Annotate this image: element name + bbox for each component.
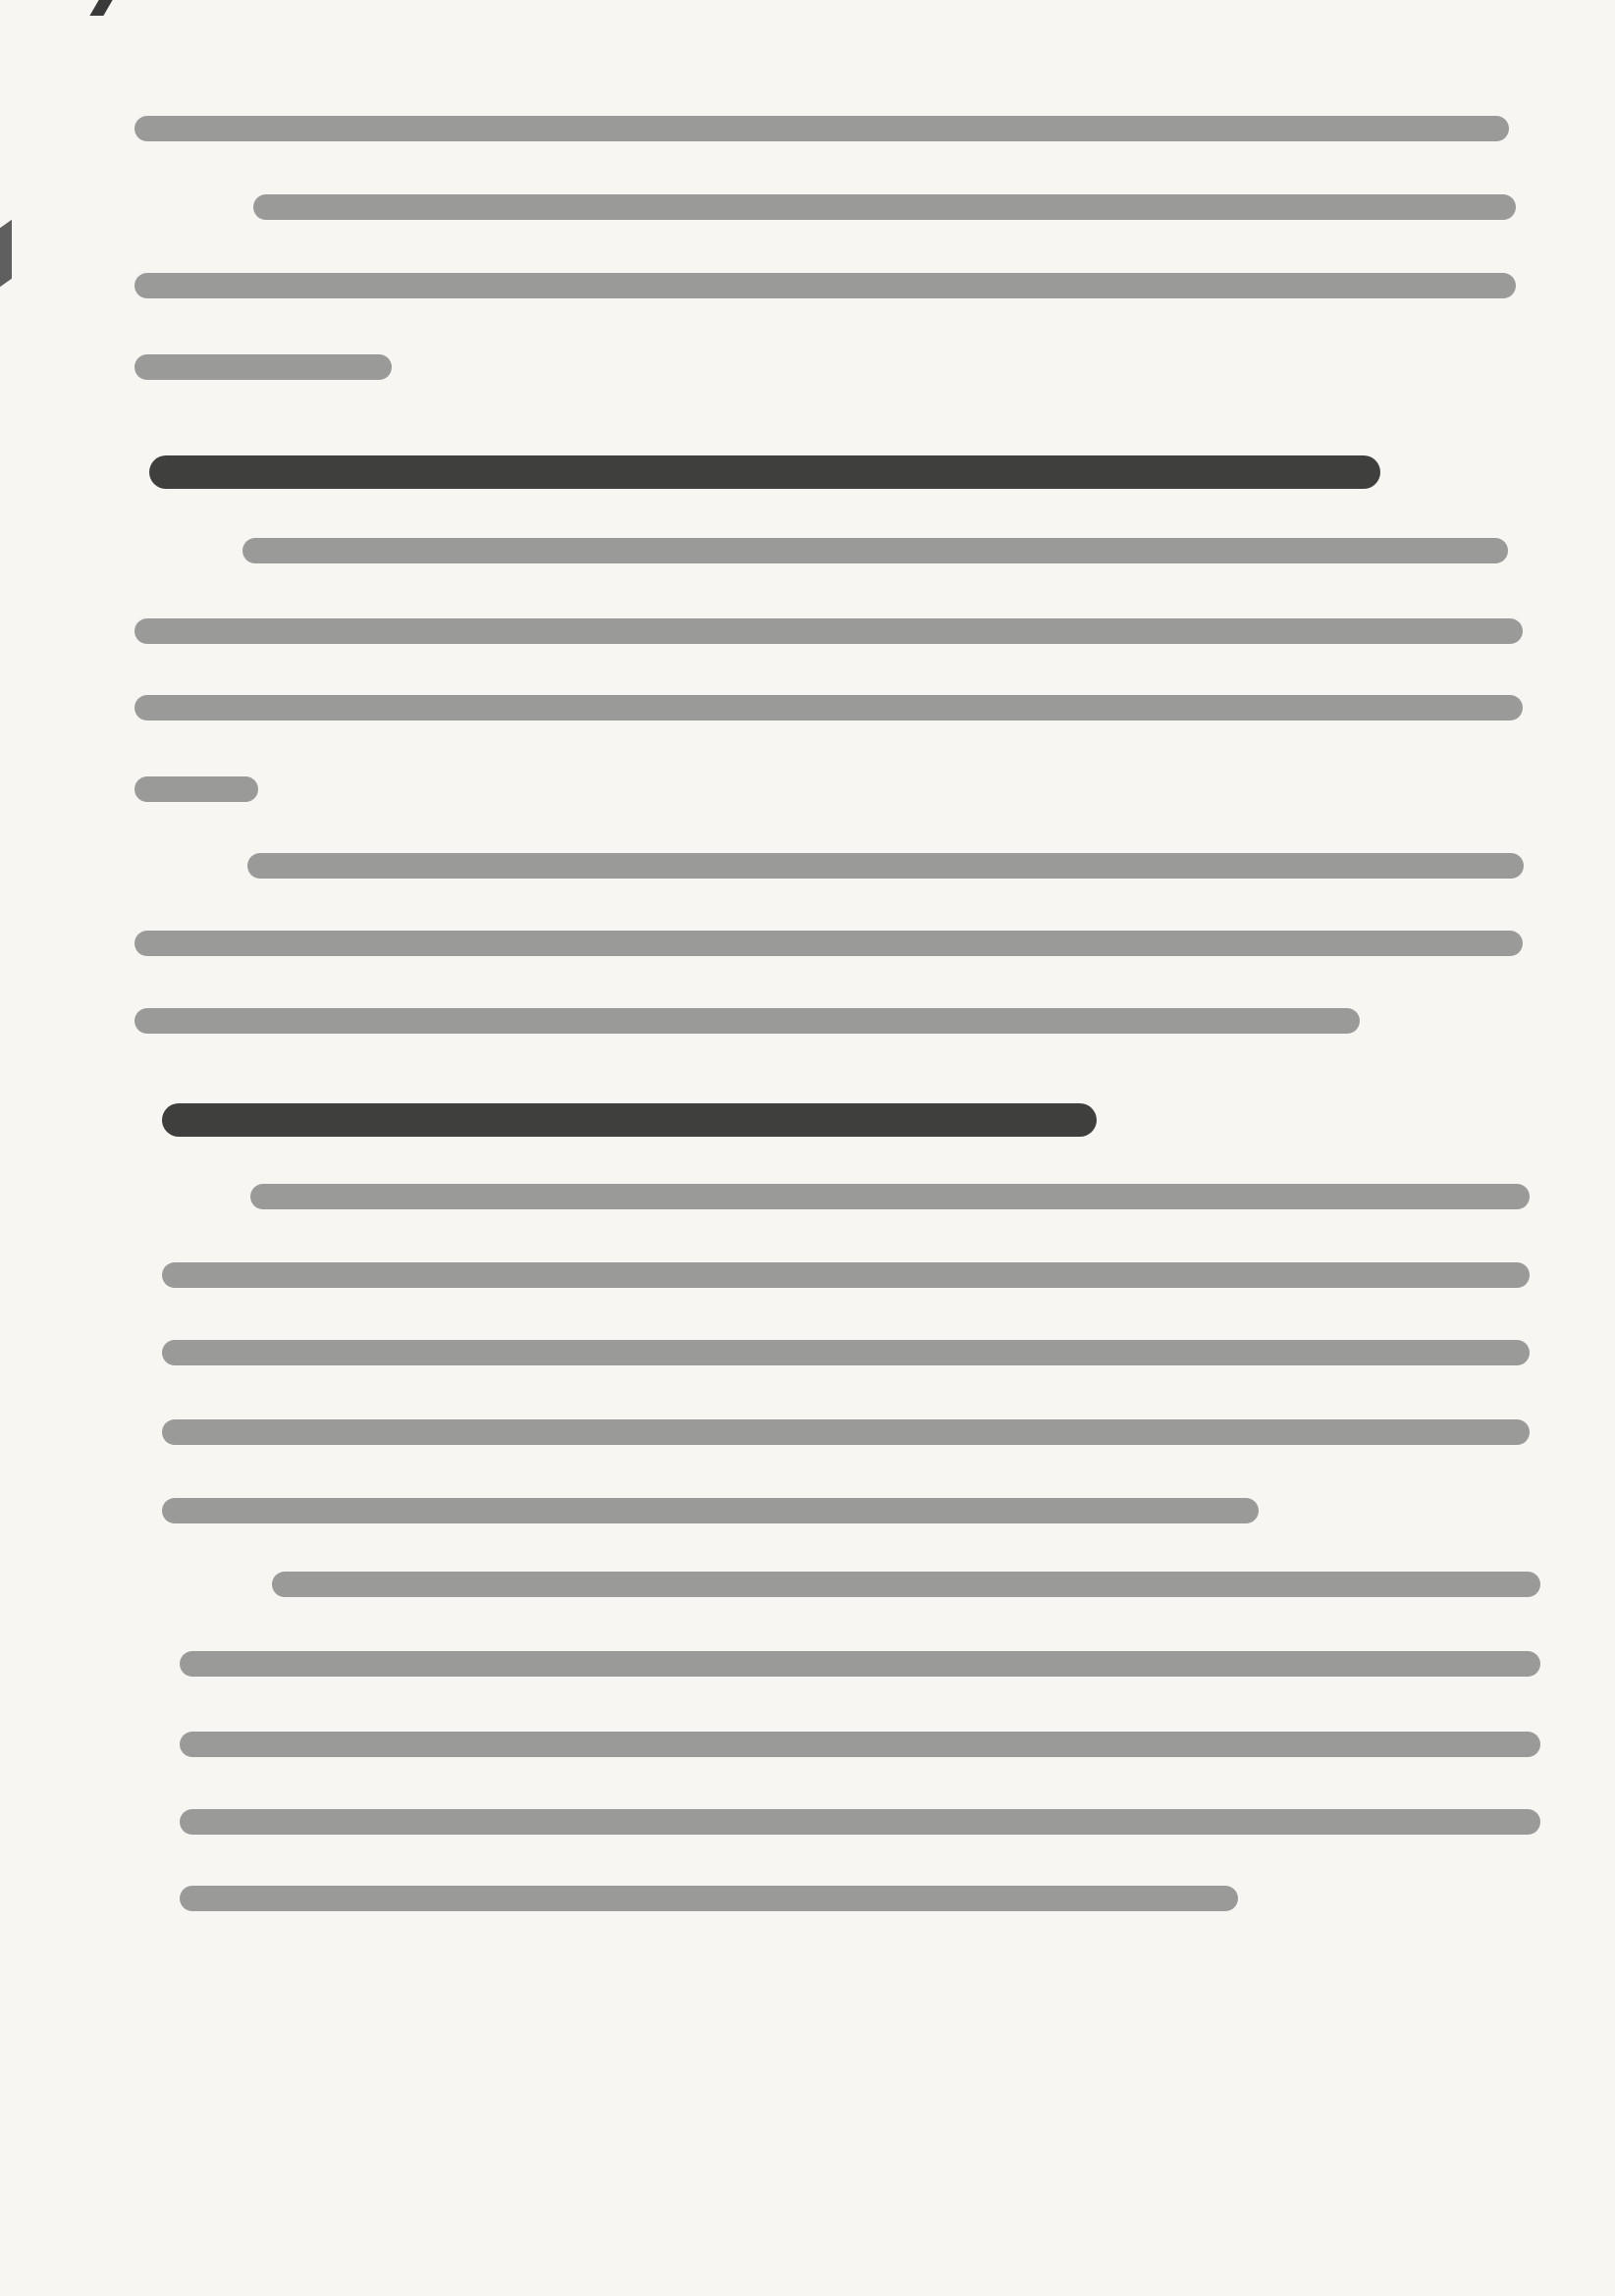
text-line	[242, 538, 1508, 563]
text-line	[272, 1572, 1540, 1597]
scan-edge-mark-left	[0, 220, 12, 287]
article-8-heading	[149, 455, 1380, 489]
text-line	[253, 194, 1516, 220]
text-line	[135, 618, 1523, 644]
text-line	[135, 1008, 1360, 1034]
scan-edge-mark-top	[89, 0, 112, 16]
text-line	[180, 1809, 1540, 1835]
text-line	[162, 1340, 1530, 1365]
text-line	[180, 1732, 1540, 1757]
text-line	[162, 1262, 1530, 1288]
text-line	[135, 116, 1509, 141]
article-9-heading	[162, 1103, 1097, 1137]
text-line	[247, 853, 1524, 879]
text-line	[180, 1886, 1238, 1911]
text-line	[135, 931, 1523, 956]
text-line	[135, 776, 258, 802]
text-line	[180, 1651, 1540, 1677]
text-line	[162, 1419, 1530, 1445]
text-line	[162, 1498, 1259, 1523]
text-line	[250, 1184, 1530, 1209]
text-line	[135, 273, 1516, 298]
text-line	[135, 695, 1523, 721]
text-line	[135, 354, 392, 380]
